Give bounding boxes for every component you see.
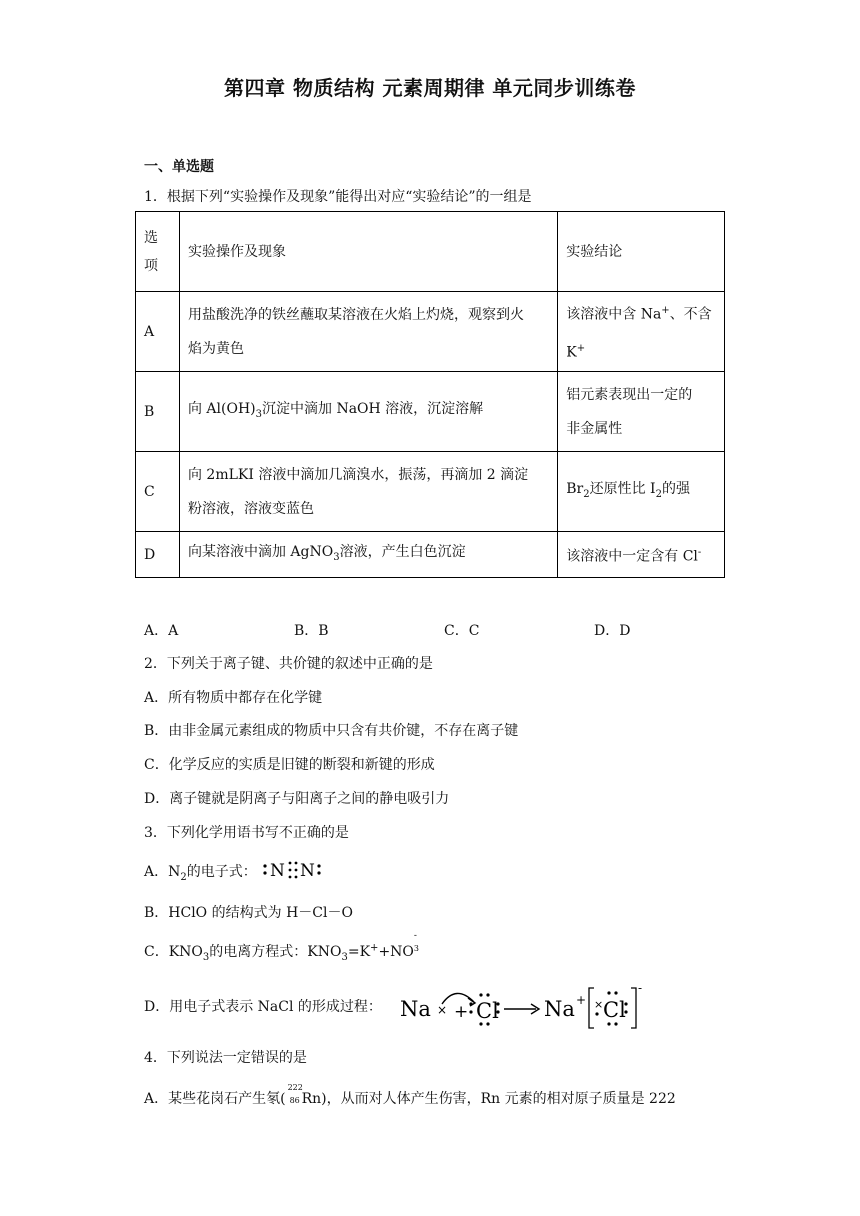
row-operation-cont: 粉溶液，溶液变蓝色 <box>187 500 314 517</box>
question-1-table <box>135 211 725 578</box>
header-option-col-1: 选 <box>144 229 158 246</box>
row-option: D <box>136 532 180 578</box>
header-option-col-2: 项 <box>144 257 158 274</box>
question-4-stem: 4．下列说法一定错误的是 <box>144 1050 307 1066</box>
q2-option-a[interactable]: A．所有物质中都存在化学键 <box>144 690 323 706</box>
row-operation-cont: 焰为黄色 <box>187 340 244 357</box>
question-3-stem: 3．下列化学用语书写不正确的是 <box>144 825 349 841</box>
table-row <box>136 372 725 452</box>
svg-text:N: N <box>270 861 286 881</box>
na-ion-label: Na <box>544 997 575 1021</box>
q2-option-c[interactable]: C．化学反应的实质是旧键的断裂和新键的形成 <box>144 757 435 773</box>
q3-option-a[interactable]: A．$N_2$的电子式： N N <box>144 858 331 883</box>
row-conclusion: 该溶液中一定含有 Cl- <box>558 532 725 578</box>
n2-electron-formula <box>261 858 331 882</box>
section-heading: 一、单选题 <box>144 159 214 175</box>
q2-option-b[interactable]: B．由非金属元素组成的物质中只含有共价键，不存在离子键 <box>144 723 519 739</box>
row-operation: 向 $Al(OH)_3$沉淀中滴加 NaOH 溶液，沉淀溶解 <box>179 372 557 452</box>
row-conclusion: 该溶液中含 Na <box>566 306 662 323</box>
q1-choice-d[interactable]: D．D <box>594 623 631 639</box>
row-option: B <box>136 372 180 452</box>
electron-cross-1: × <box>437 1003 448 1017</box>
row-option: A <box>136 292 180 372</box>
row-conclusion-cont: 非金属性 <box>566 420 623 437</box>
q3-option-c[interactable]: C．$KNO_3$的电离方程式：$KNO_3=K^++NO$ - 3 <box>144 931 419 963</box>
table-row <box>136 532 725 578</box>
q1-choice-c[interactable]: C．C <box>444 623 480 639</box>
row-operation: 向某溶液中滴加 AgNO$_3$溶液，产生白色沉淀 <box>179 532 557 578</box>
row-conclusion-cont: K <box>566 344 577 361</box>
plus-sign: + <box>454 1002 469 1022</box>
na-ion-charge: + <box>576 993 587 1007</box>
nacl-formation-diagram <box>398 980 648 1032</box>
row-conclusion: 铝元素表现出一定的 <box>566 386 693 403</box>
question-1-stem: 1．根据下列“实验操作及现象”能得出对应“实验结论”的一组是 <box>144 189 532 205</box>
row-conclusion: $Br_2$还原性比 $I_2$的强 <box>558 452 725 532</box>
electron-cross-2: × <box>594 998 604 1011</box>
question-2-stem: 2．下列关于离子键、共价键的叙述中正确的是 <box>144 656 433 672</box>
cl-atom-label: Cl <box>476 999 499 1023</box>
table-row <box>136 452 725 532</box>
na-atom-label: Na <box>400 997 431 1021</box>
cl-ion-label: Cl <box>603 998 626 1022</box>
cl-ion-charge: - <box>638 981 643 995</box>
q1-choice-b[interactable]: B．B <box>294 623 329 639</box>
table-header-row <box>136 212 725 292</box>
row-operation: 用盐酸洗净的铁丝蘸取某溶液在火焰上灼烧，观察到火 <box>187 306 524 323</box>
row-option: C <box>136 452 180 532</box>
q2-option-d[interactable]: D．离子键就是阴离子与阳离子之间的静电吸引力 <box>144 791 450 807</box>
row-operation: 向 2mLKI 溶液中滴加几滴溴水，振荡，再滴加 2 滴淀 <box>187 466 529 483</box>
svg-text:N: N <box>300 861 316 881</box>
q4-option-a[interactable]: A．某些花岗石产生氡( 222 86 Rn)，从而对人体产生伤害，Rn 元素的相对原子质量是 222 <box>144 1083 676 1107</box>
header-conclusion: 实验结论 <box>558 212 725 292</box>
q1-choice-a[interactable]: A．A <box>144 623 179 639</box>
q3-option-b[interactable]: B．HClO 的结构式为 H－Cl－O <box>144 905 353 921</box>
q3-option-d[interactable]: D．用电子式表示 NaCl 的形成过程： <box>144 999 382 1015</box>
page-title: 第四章 物质结构 元素周期律 单元同步训练卷 <box>224 76 636 100</box>
header-operation: 实验操作及现象 <box>179 212 557 292</box>
rn-isotope-notation: 222 86 <box>287 1083 303 1105</box>
table-row: A 用盐酸洗净的铁丝蘸取某溶液在火焰上灼烧，观察到火 焰为黄色 该溶液中含 Na+、不含 K+ <box>136 292 725 372</box>
